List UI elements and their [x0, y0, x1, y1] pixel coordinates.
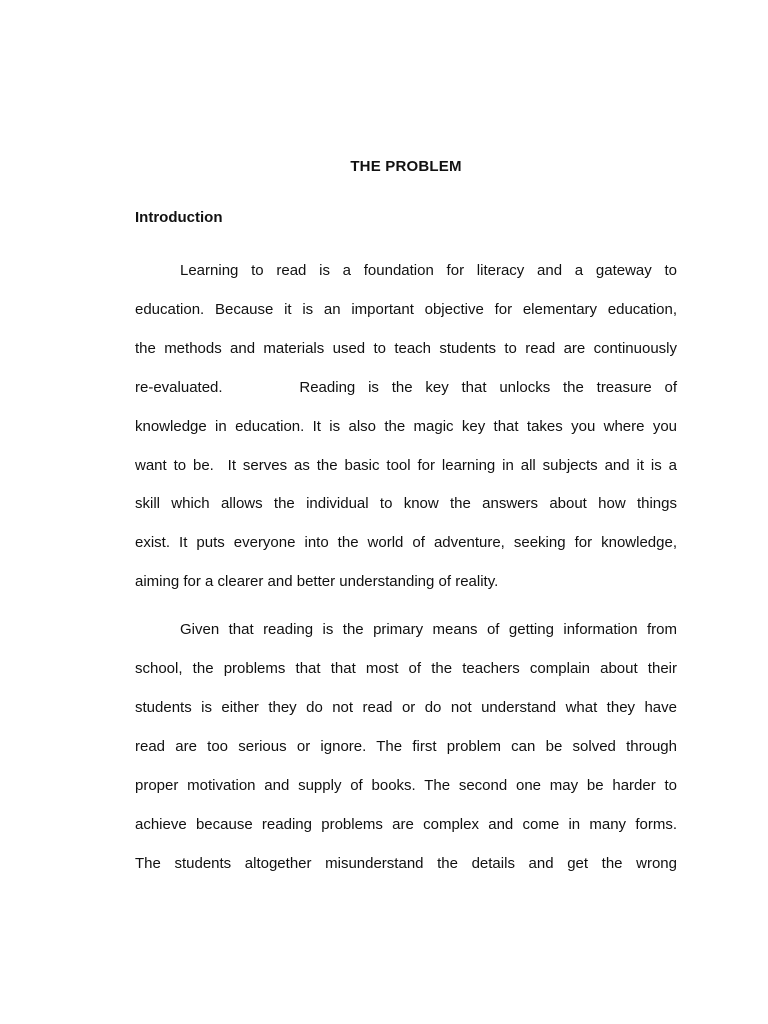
text-line: exist. It puts everyone into the world of adventure, seeking for knowledge, — [135, 534, 677, 552]
text-line: The students altogether misunderstand the details and get the wrong — [135, 854, 677, 872]
text-line: school, the problems that that most of the teachers complain about their — [135, 660, 677, 678]
paragraph-1 — [135, 252, 677, 602]
text-line: read are too serious or ignore. The first problem can be solved through — [135, 737, 677, 755]
section-heading: Introduction — [135, 209, 223, 226]
text-line: Given that reading is the primary means of getting information from — [180, 621, 677, 639]
text-line: aiming for a clearer and better understanding of reality. — [135, 573, 499, 591]
text-line: want to be. It serves as the basic tool for learning in all subjects and it is a — [135, 456, 677, 474]
text-line: knowledge in education. It is also the magic key that takes you where you — [135, 417, 677, 435]
text-line: Learning to read is a foundation for literacy and a gateway to — [180, 262, 677, 279]
paragraph-2 — [135, 611, 677, 883]
text-line: education. Because it is an important objective for elementary education, — [135, 300, 677, 318]
text-line: the methods and materials used to teach students to read are continuously — [135, 339, 677, 357]
text-line: proper motivation and supply of books. The second one may be harder to — [135, 776, 677, 794]
text-line: skill which allows the individual to know the answers about how things — [135, 495, 677, 513]
body-text — [135, 252, 677, 893]
text-line: students is either they do not read or do not understand what they have — [135, 698, 677, 716]
text-line: re-evaluated. Reading is the key that unlocks the treasure of — [135, 378, 677, 396]
chapter-title: THE PROBLEM — [350, 158, 462, 175]
text-line: achieve because reading problems are complex and come in many forms. — [135, 815, 677, 833]
